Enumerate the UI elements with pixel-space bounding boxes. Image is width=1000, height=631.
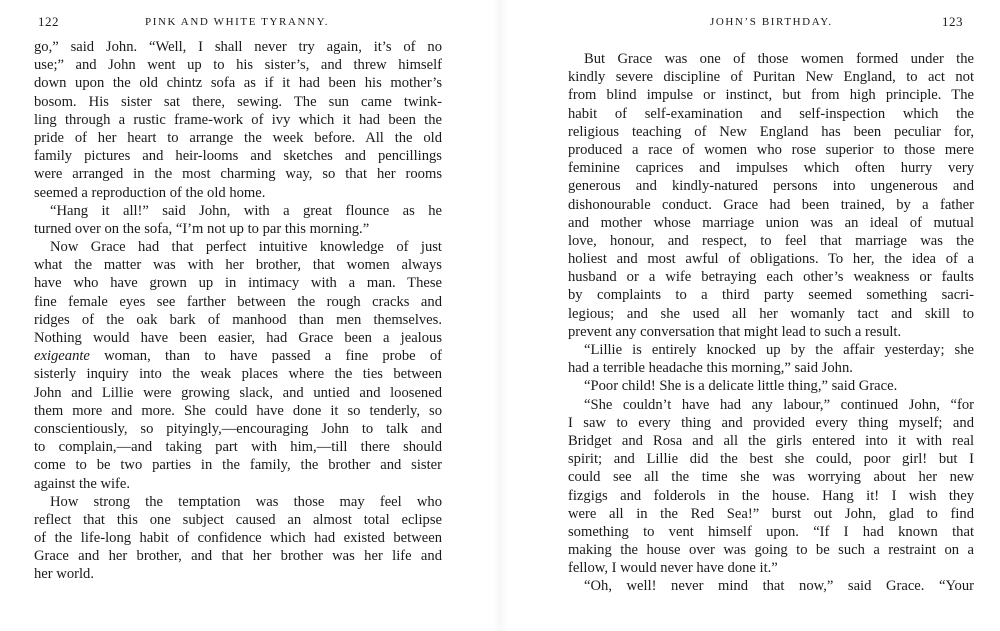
text-line: exigeante woman, than to have passed a fine probe of xyxy=(34,348,442,365)
text-line: pride of her heart to arrange the week before. All the old xyxy=(34,129,442,146)
text-line: fine female eyes see farther between the rough cracks and xyxy=(34,293,442,310)
text-line: ridges of the oak bark of manhood than men themselves. xyxy=(34,311,442,328)
text-line: had a terrible headache this morning,” said John. xyxy=(568,360,853,377)
text-line: from blind impulse or instinct, but from high principle. The xyxy=(568,87,974,104)
text-line: habit of self-examination and self-inspection which the xyxy=(568,105,974,122)
italic-word: exigeante xyxy=(34,348,90,365)
text-line: produced a race of women who rose superior to those mere xyxy=(568,141,974,158)
text-line: “She couldn’t have had any labour,” continued John, “for xyxy=(584,396,974,413)
text-line: down upon the old chintz sofa as if it had been his mother’s xyxy=(34,75,442,92)
text-line: go,” said John. “Well, I shall never try again, it’s of no xyxy=(34,39,442,55)
text-line: conscientiously, so pityingly,—encouraging John to talk and xyxy=(34,420,442,437)
text-line: “Poor child! She is a delicate little thing,” said Grace. xyxy=(584,378,898,395)
text-line: fellow, I would never have done it.” xyxy=(568,560,778,577)
text-line: Grace and her brother, and that her brother was her life and xyxy=(34,548,442,565)
text-line: I saw to every thing and provided every thing myself; and xyxy=(568,414,974,431)
right-page xyxy=(500,0,1000,631)
page-number: 123 xyxy=(942,14,963,29)
text-line: use;” and John went up to his sister’s, and threw himself xyxy=(34,57,442,74)
text-line: something to vent himself upon. “If I had known that xyxy=(568,523,974,540)
text-line: feminine caprices and impulses which often hurry very xyxy=(568,160,974,177)
text-line: turned over on the sofa, “I’m not up to par this morning.” xyxy=(34,220,370,237)
text-line: sisterly inquiry into the weak places where the ties between xyxy=(34,366,442,383)
text-line: of the life-long habit of confidence which had existed between xyxy=(34,530,442,547)
text-line: to complain,—and taking part with him,—till there should xyxy=(34,439,442,456)
text-line: seemed a reproduction of the old home. xyxy=(34,184,266,201)
text-line: “Oh, well! never mind that now,” said Grace. “Your xyxy=(584,578,974,595)
body-text xyxy=(34,38,442,584)
running-head: JOHN’S BIRTHDAY. xyxy=(710,16,833,28)
text-line: “Hang it all!” said John, with a great flounce as he xyxy=(50,202,442,219)
text-line: against the wife. xyxy=(34,475,131,492)
text-line: bosom. His sister sat there, sewing. The sun came twink- xyxy=(34,93,442,110)
text-line: by complaints to a third party seemed something sacri- xyxy=(568,287,974,304)
text-line: How strong the temptation was those may feel who xyxy=(50,493,442,510)
text-line: were all in the Red Sea!” burst out John, glad to find xyxy=(568,505,974,522)
text-line: John and Lillie were growing slack, and untied and loosened xyxy=(34,384,442,401)
text-line: Bridget and Rosa and all the girls entered into it with real xyxy=(568,432,974,449)
text-line: “Lillie is entirely knocked up by the affair yesterday; she xyxy=(584,342,974,358)
text-line: holiest and most awful of obligations. To her, the idea of a xyxy=(568,251,974,268)
text-line: spirit; and Lillie did the best she could, poor girl! but I xyxy=(568,451,974,468)
text-line: were arranged in the most charming way, so that her rooms xyxy=(34,166,442,183)
text-line: could see all the time she was worrying about her new xyxy=(568,469,974,486)
page-number: 122 xyxy=(38,14,59,29)
body-text xyxy=(568,50,974,596)
text-line: prevent any conversation that might lead to such a result. xyxy=(568,323,902,340)
text-line: Nothing would have been easier, had Grace been a jealous xyxy=(34,330,442,346)
text-line: fizgigs and folderols in the house. Hang it! I wish they xyxy=(568,487,974,504)
text-line: husband or a wife betraying each other’s weakness or faults xyxy=(568,269,974,286)
text-line: her world. xyxy=(34,566,94,583)
text-line: them more and more. She could have done it so tenderly, so xyxy=(34,402,442,419)
text-line: religious teaching of New England has been peculiar for, xyxy=(568,123,974,140)
text-line: kindly severe discipline of Puritan New England, to act not xyxy=(568,69,974,86)
text-line: what the matter was with her brother, that women always xyxy=(34,257,442,274)
text-line: dishonourable conduct. Grace had been trained, by a father xyxy=(568,196,974,213)
text-line: have who have grown up in intimacy with a man. These xyxy=(34,275,442,292)
text-line: ling through a rustic frame-work of ivy which it had been the xyxy=(34,111,442,128)
text-line: reflect that this one subject caused an almost total eclipse xyxy=(34,511,442,528)
text-line: But Grace was one of those women formed under the xyxy=(584,51,974,67)
running-head: PINK AND WHITE TYRANNY. xyxy=(145,16,330,28)
text-line: generous and kindly-natured persons into ungenerous and xyxy=(568,178,974,195)
text-line: love, honour, and respect, to feel that marriage was the xyxy=(568,232,974,249)
text-line: family pictures and heir-looms and sketches and pencillings xyxy=(34,148,442,165)
text-line: legious; and she used all her womanly tact and skill to xyxy=(568,305,974,322)
text-line: come to be two parties in the family, the brother and sister xyxy=(34,457,442,474)
text-line: Now Grace had that perfect intuitive knowledge of just xyxy=(50,239,442,256)
text-line: and mother whose marriage union was an ideal of mutual xyxy=(568,214,974,231)
text-line: making the house over was going to be such a restraint on a xyxy=(568,542,974,559)
